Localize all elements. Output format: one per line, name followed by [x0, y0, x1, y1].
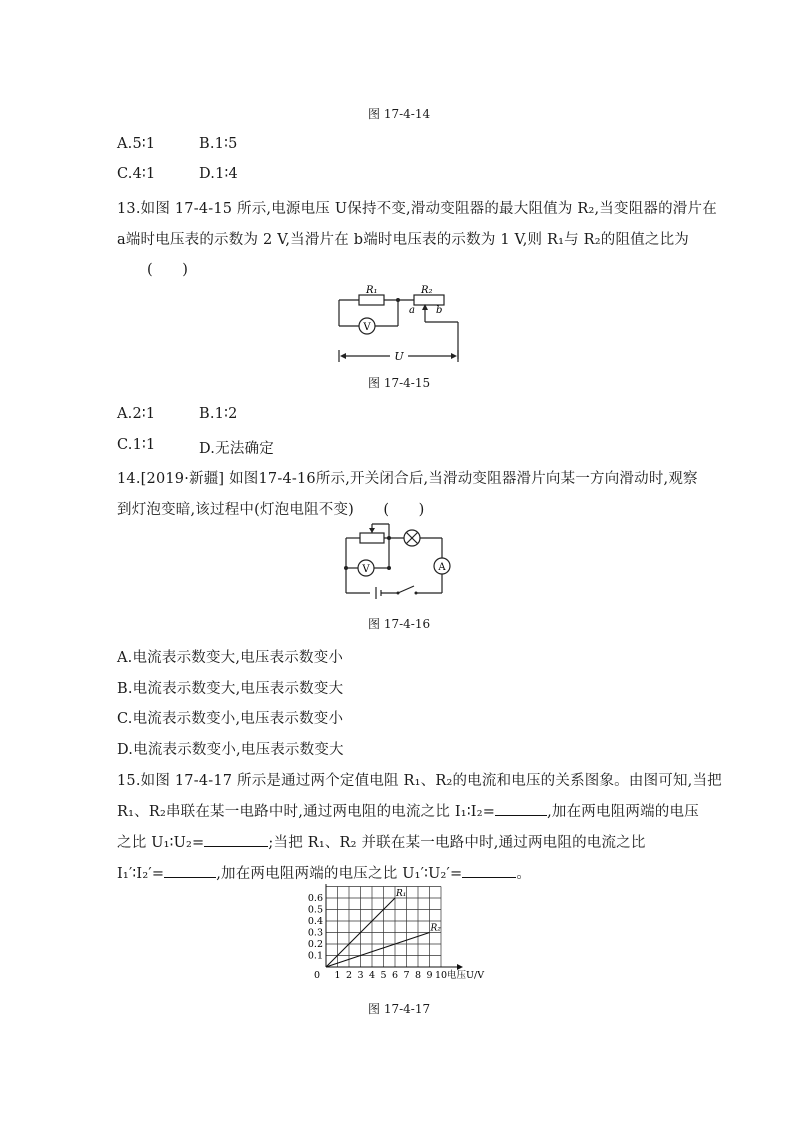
q13-option-d: D.无法确定: [199, 441, 274, 457]
q15-text-line2: [117, 800, 699, 821]
y-tick-label: 0.6: [307, 893, 323, 904]
figure-caption-15: 图 17-4-15: [368, 376, 431, 390]
q13-answer-paren: ( ): [147, 262, 189, 278]
q13-option-a: A.2∶1: [117, 406, 156, 422]
voltmeter-label: V: [363, 322, 371, 333]
y-axis-title: [330, 884, 363, 886]
x-tick-label: 3: [357, 970, 364, 981]
chart-axes: [323, 884, 463, 970]
iv-chart: [300, 884, 500, 996]
figure-caption-14: 图 17-4-14: [368, 107, 431, 121]
q15-line2-text-tail: ,加在两电阻两端的电压: [547, 804, 699, 820]
r2-label: R₂: [421, 285, 433, 296]
voltmeter-label: V: [362, 564, 370, 575]
y-tick-label: 0.3: [307, 927, 323, 939]
q12-option-d: D.1∶4: [199, 166, 238, 182]
q15-line3-text: 之比 U₁∶U₂=: [117, 835, 205, 851]
q15-text-line3: [117, 831, 646, 852]
x-tick-label: 2: [345, 970, 353, 981]
answer-blank-current-series[interactable]: [495, 803, 547, 816]
q14-text-line1: 14.[2019·新疆] 如图17-4-16所示,开关闭合后,当滑动变阻器滑片向某一方向滑动时,观察: [117, 471, 698, 487]
q12-option-c: C.4∶1: [117, 166, 156, 182]
x-tick-label: 7: [403, 970, 410, 981]
q13-option-b: B.1∶2: [199, 406, 238, 422]
x-tick-label: 9: [426, 970, 433, 981]
x-tick-label: 6: [391, 970, 399, 981]
x-axis-title: 电压U/V: [447, 970, 485, 981]
y-tick-label: 0.5: [307, 904, 323, 916]
answer-blank-current-parallel[interactable]: [164, 865, 216, 878]
u-label: U: [394, 350, 404, 363]
y-tick-label: 0.2: [307, 939, 323, 950]
series-label-1: R₁: [396, 889, 407, 899]
circuit-diagram-17-4-16: [328, 520, 464, 606]
x-tick-label: 1: [334, 970, 341, 981]
y-tick-label: 0.1: [307, 950, 323, 962]
x-tick-label: 5: [380, 970, 387, 981]
end-b-label: b: [436, 305, 443, 316]
q14-option-c: C.电流表示数变小,电压表示数变小: [117, 711, 344, 727]
figure-caption-17: 图 17-4-17: [368, 1002, 431, 1016]
q13-text-line1: 13.如图 17-4-15 所示,电源电压 U保持不变,滑动变阻器的最大阻值为 R₂,当变阻器的滑片在: [117, 201, 717, 217]
q13-option-c: C.1∶1: [117, 437, 156, 453]
q15-line2-text: R₁、R₂串联在某一电路中时,通过两电阻的电流之比 I₁∶I₂=: [117, 804, 496, 820]
q15-line4-text: I₁′∶I₂′=: [117, 866, 165, 882]
q15-line4-text-end: 。: [516, 866, 532, 882]
chart-grid: [326, 887, 441, 968]
q13-text-line2: a端时电压表的示数为 2 V,当滑片在 b端时电压表的示数为 1 V,则 R₁与 R₂的阻值之比为: [117, 232, 689, 248]
circuit-diagram-17-4-15: [330, 282, 470, 368]
y-tick-label: 0.4: [307, 916, 323, 927]
x-tick-label: 10: [434, 970, 448, 981]
q15-text-line4: [117, 862, 531, 883]
q14-option-d: D.电流表示数变小,电压表示数变大: [117, 742, 344, 758]
series-label-2: R₂: [430, 923, 441, 934]
series-line-2: [326, 933, 430, 968]
q14-option-a: A.电流表示数变大,电压表示数变小: [117, 650, 344, 666]
ammeter-label: A: [438, 562, 446, 573]
figure-caption-16: 图 17-4-16: [368, 617, 431, 631]
r1-label: R₁: [366, 285, 378, 296]
q15-line4-text-mid: ,加在两电阻两端的电压之比 U₁′∶U₂′=: [216, 866, 463, 882]
end-a-label: a: [409, 305, 415, 316]
x-tick-label: 8: [414, 970, 422, 981]
q14-option-b: B.电流表示数变大,电压表示数变大: [117, 681, 344, 697]
q15-text-line1: 15.如图 17-4-17 所示是通过两个定值电阻 R₁、R₂的电流和电压的关系图象。由图可知,当把: [117, 773, 722, 789]
q15-line3-text-tail: ;当把 R₁、R₂ 并联在某一电路中时,通过两电阻的电流之比: [268, 835, 646, 851]
origin-label: 0: [313, 970, 321, 981]
q12-option-a: A.5∶1: [117, 136, 156, 152]
q12-option-b: B.1∶5: [199, 136, 238, 152]
answer-blank-voltage-parallel[interactable]: [462, 865, 516, 878]
q14-text-line2: 到灯泡变暗,该过程中(灯泡电阻不变) ( ): [117, 502, 425, 518]
x-tick-label: 4: [368, 970, 376, 981]
answer-blank-voltage-series[interactable]: [204, 834, 268, 847]
